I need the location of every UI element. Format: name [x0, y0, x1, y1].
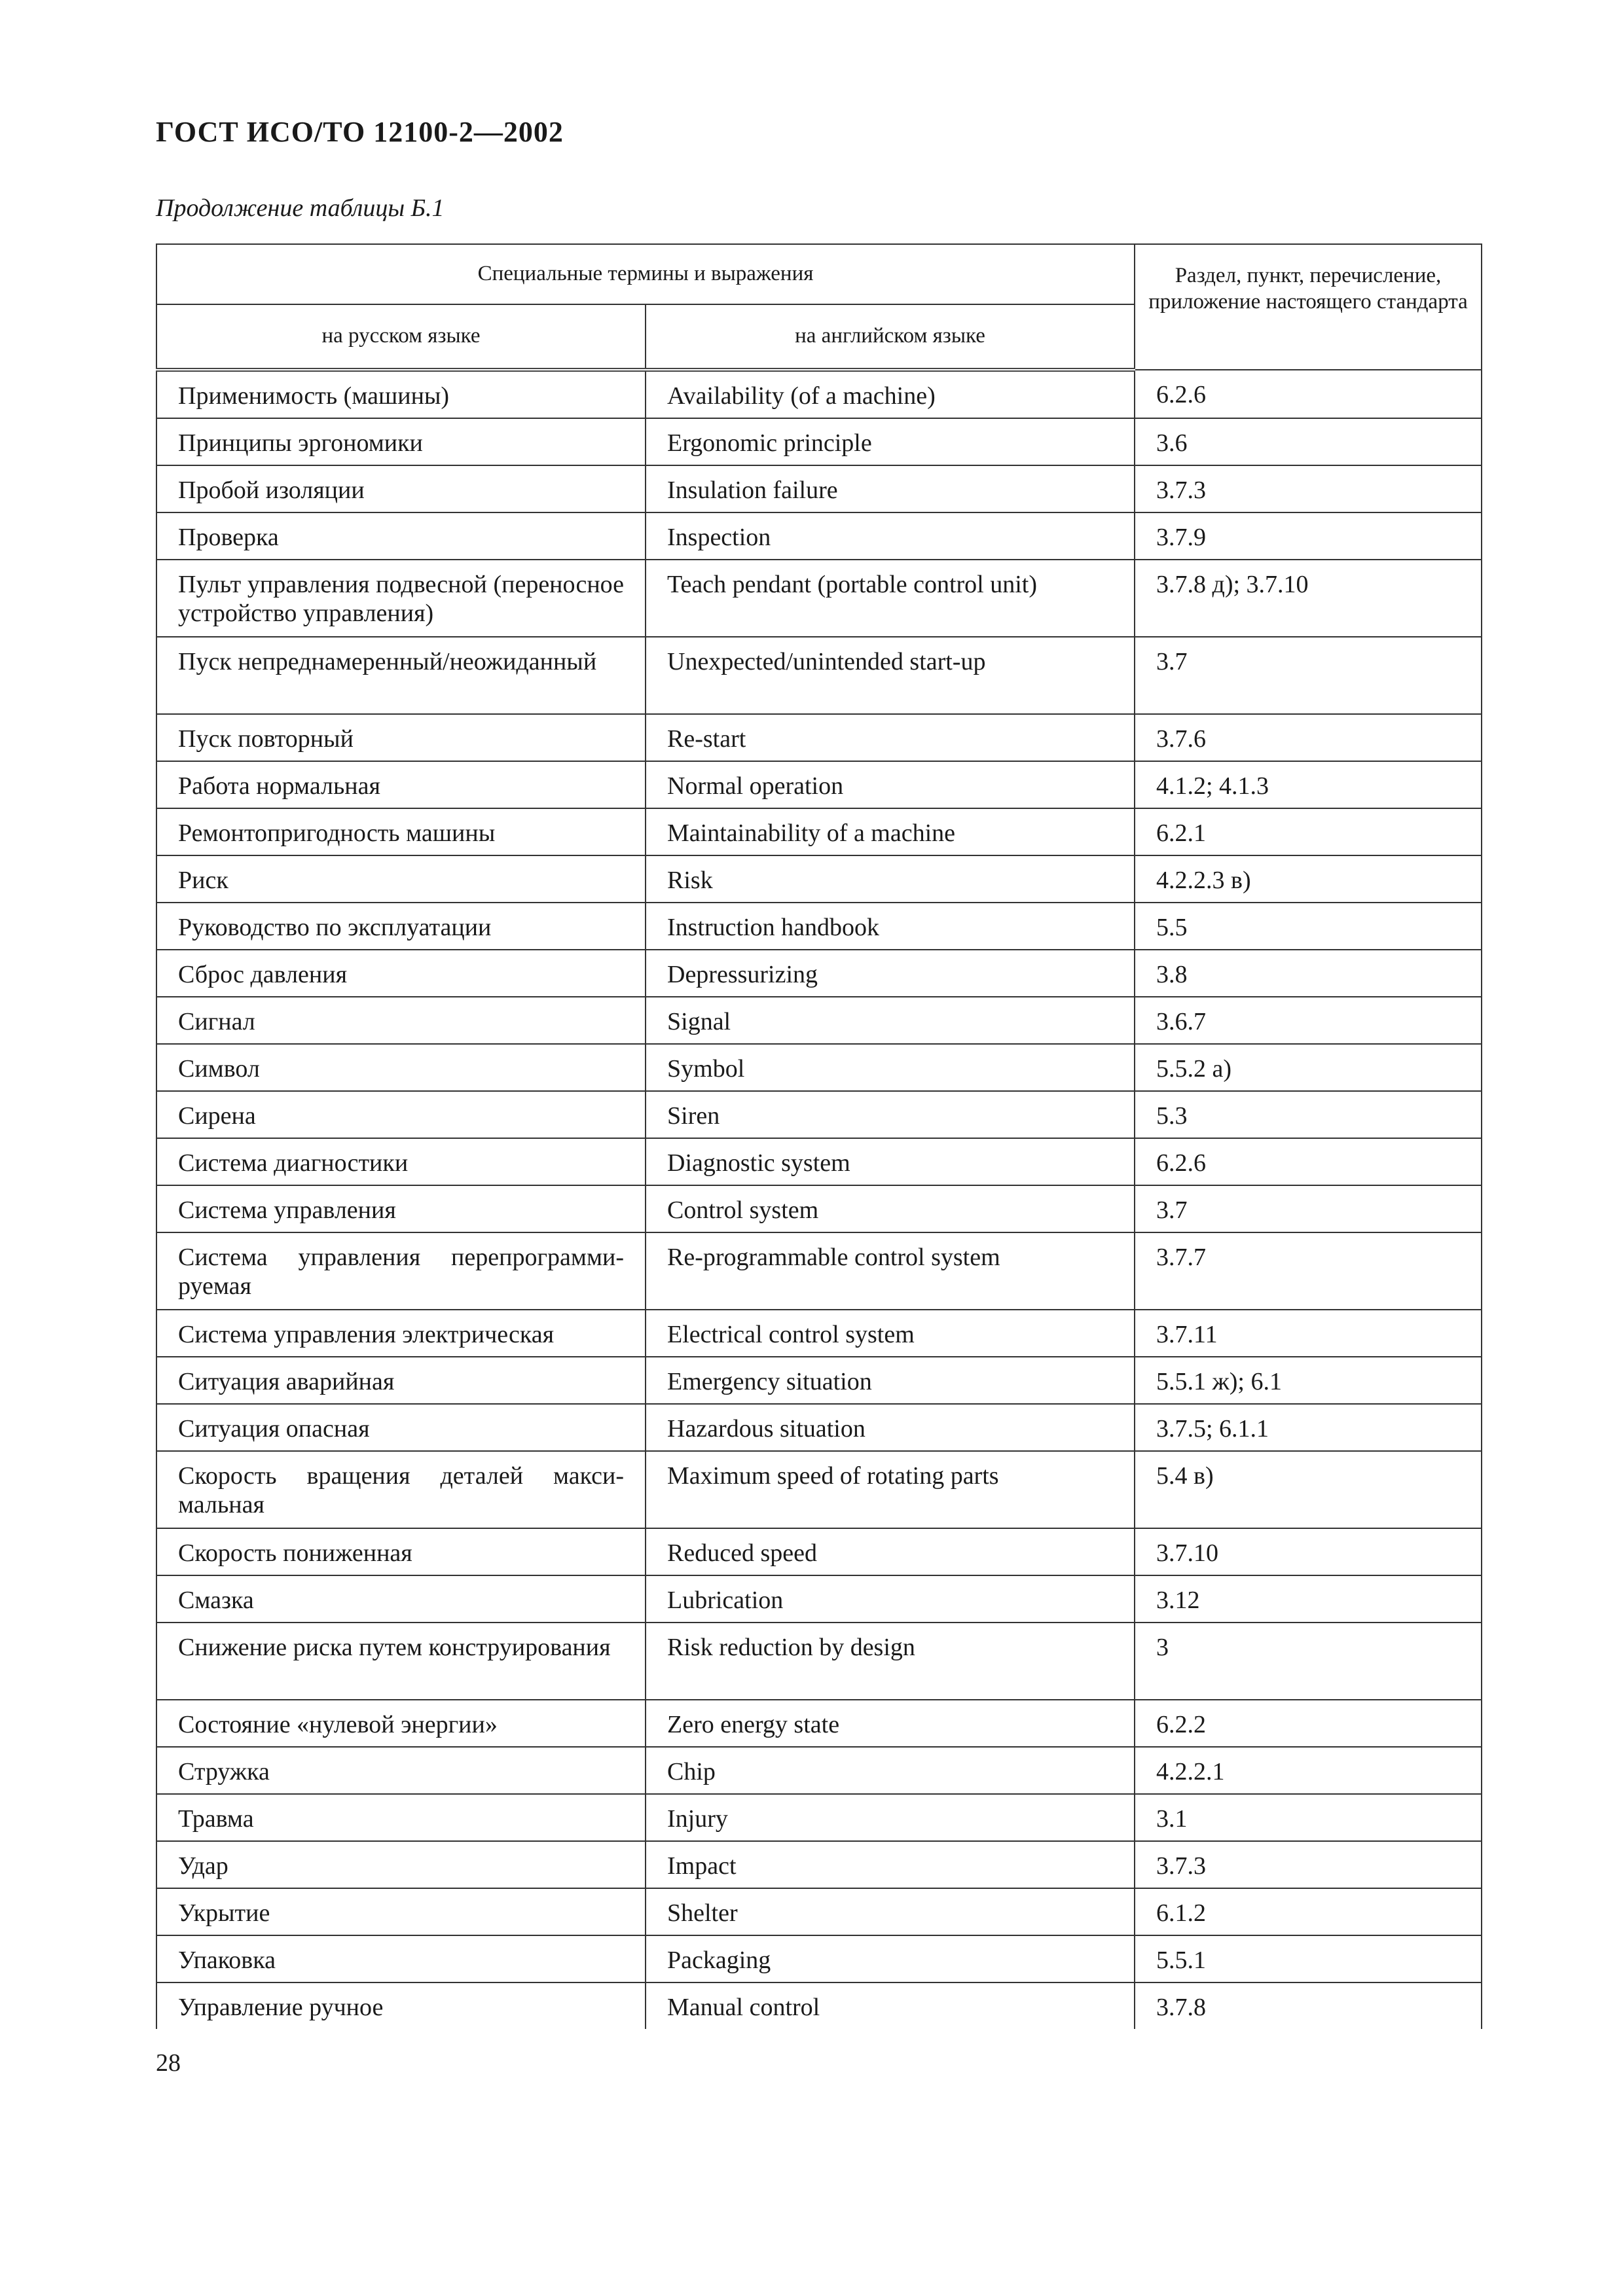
cell-ref: 3.7	[1135, 637, 1482, 714]
cell-ref: 5.4 в)	[1135, 1451, 1482, 1528]
table-row	[156, 465, 1482, 512]
cell-en: Lubrication	[646, 1575, 1135, 1623]
cell-ru: Ситуация аварийная	[156, 1357, 646, 1404]
page-number: 28	[156, 2049, 181, 2077]
table-row	[156, 1451, 1482, 1528]
table-row	[156, 1044, 1482, 1091]
table-row	[156, 1623, 1482, 1700]
cell-ru: Снижение риска путем конструирования	[156, 1623, 646, 1700]
table-row	[156, 808, 1482, 855]
cell-en: Zero energy state	[646, 1700, 1135, 1747]
cell-ru: Удар	[156, 1841, 646, 1888]
table-header	[156, 244, 1482, 370]
table-row	[156, 1528, 1482, 1575]
cell-ru: Смазка	[156, 1575, 646, 1623]
table-row	[156, 950, 1482, 997]
cell-ru: Сирена	[156, 1091, 646, 1138]
table-row	[156, 1575, 1482, 1623]
cell-ru: Символ	[156, 1044, 646, 1091]
cell-ref: 3.1	[1135, 1794, 1482, 1841]
cell-en: Normal operation	[646, 761, 1135, 808]
cell-ru: Пробой изоляции	[156, 465, 646, 512]
cell-ref: 3.7.10	[1135, 1528, 1482, 1575]
cell-ref: 3.7.3	[1135, 1841, 1482, 1888]
cell-ref: 3.8	[1135, 950, 1482, 997]
table-row	[156, 560, 1482, 637]
cell-ru: Применимость (машины)	[156, 370, 646, 418]
table-row	[156, 1404, 1482, 1451]
cell-ref: 3.6.7	[1135, 997, 1482, 1044]
cell-en: Packaging	[646, 1935, 1135, 1982]
cell-en: Re-programmable control system	[646, 1232, 1135, 1310]
table-row	[156, 637, 1482, 714]
cell-ref: 3.7.6	[1135, 714, 1482, 761]
terms-table	[156, 243, 1482, 2029]
table-row	[156, 1700, 1482, 1747]
cell-en: Maintainability of a machine	[646, 808, 1135, 855]
table-row	[156, 1185, 1482, 1232]
table-row	[156, 1841, 1482, 1888]
cell-ru: Ремонтопригодность машины	[156, 808, 646, 855]
en-column-header: на английском языке	[646, 304, 1135, 370]
cell-en: Instruction handbook	[646, 903, 1135, 950]
cell-ru: Система управления электрическая	[156, 1310, 646, 1357]
cell-en: Reduced speed	[646, 1528, 1135, 1575]
table-row	[156, 855, 1482, 903]
cell-en: Injury	[646, 1794, 1135, 1841]
cell-ru: Сброс давления	[156, 950, 646, 997]
cell-ru: Риск	[156, 855, 646, 903]
cell-en: Inspection	[646, 512, 1135, 560]
table-row	[156, 1138, 1482, 1185]
cell-ru: Упаковка	[156, 1935, 646, 1982]
document-code: ГОСТ ИСО/ТО 12100-2—2002	[156, 116, 564, 148]
ref-column-header: Раздел, пункт, перечисление, приложение настоящего стандарта	[1135, 244, 1482, 370]
cell-ref: 5.5.1	[1135, 1935, 1482, 1982]
ru-column-header: на русском языке	[156, 304, 646, 370]
cell-ru: Пуск повторный	[156, 714, 646, 761]
group-header: Специальные термины и выражения	[156, 244, 1135, 304]
cell-ref: 3.12	[1135, 1575, 1482, 1623]
cell-en: Insulation failure	[646, 465, 1135, 512]
cell-ru: Укрытие	[156, 1888, 646, 1935]
table-row	[156, 1232, 1482, 1310]
table-row	[156, 1310, 1482, 1357]
cell-ref: 3.7	[1135, 1185, 1482, 1232]
table-row	[156, 512, 1482, 560]
cell-en: Impact	[646, 1841, 1135, 1888]
cell-ru: Травма	[156, 1794, 646, 1841]
cell-en: Teach pendant (portable control unit)	[646, 560, 1135, 637]
cell-en: Maximum speed of rotating parts	[646, 1451, 1135, 1528]
cell-en: Risk reduction by design	[646, 1623, 1135, 1700]
cell-ref: 5.5.2 а)	[1135, 1044, 1482, 1091]
cell-ref: 4.2.2.3 в)	[1135, 855, 1482, 903]
cell-ru: Состояние «нулевой энергии»	[156, 1700, 646, 1747]
cell-en: Risk	[646, 855, 1135, 903]
cell-ref: 3	[1135, 1623, 1482, 1700]
cell-ru: Скорость вращения деталей максимальная	[156, 1451, 646, 1528]
table-row	[156, 1091, 1482, 1138]
table-row	[156, 714, 1482, 761]
cell-ru: Управление ручное	[156, 1982, 646, 2029]
cell-ref: 4.1.2; 4.1.3	[1135, 761, 1482, 808]
cell-ref: 6.2.1	[1135, 808, 1482, 855]
cell-en: Shelter	[646, 1888, 1135, 1935]
cell-ref: 4.2.2.1	[1135, 1747, 1482, 1794]
cell-ref: 3.7.8	[1135, 1982, 1482, 2029]
cell-en: Ergonomic principle	[646, 418, 1135, 465]
table-row	[156, 1935, 1482, 1982]
table-row	[156, 370, 1482, 418]
cell-en: Siren	[646, 1091, 1135, 1138]
cell-ref: 5.5.1 ж); 6.1	[1135, 1357, 1482, 1404]
cell-ref: 3.6	[1135, 418, 1482, 465]
cell-en: Hazardous situation	[646, 1404, 1135, 1451]
cell-ref: 3.7.11	[1135, 1310, 1482, 1357]
table-row	[156, 1888, 1482, 1935]
cell-ref: 6.2.6	[1135, 370, 1482, 418]
cell-ref: 6.1.2	[1135, 1888, 1482, 1935]
table-body	[156, 370, 1482, 2029]
cell-ref: 3.7.8 д); 3.7.10	[1135, 560, 1482, 637]
table-row	[156, 903, 1482, 950]
cell-en: Chip	[646, 1747, 1135, 1794]
cell-ru: Система диагностики	[156, 1138, 646, 1185]
table-row	[156, 1794, 1482, 1841]
cell-ref: 5.3	[1135, 1091, 1482, 1138]
cell-en: Re-start	[646, 714, 1135, 761]
cell-en: Control system	[646, 1185, 1135, 1232]
table-row	[156, 1747, 1482, 1794]
cell-ref: 3.7.9	[1135, 512, 1482, 560]
cell-ru: Руководство по эксплуатации	[156, 903, 646, 950]
cell-ru: Ситуация опасная	[156, 1404, 646, 1451]
cell-ru: Принципы эргономики	[156, 418, 646, 465]
cell-ru: Пульт управления подвесной (переносное устройство управления)	[156, 560, 646, 637]
cell-ru: Система управления перепрограммируемая	[156, 1232, 646, 1310]
cell-en: Unexpected/unintended start-up	[646, 637, 1135, 714]
table-row	[156, 1357, 1482, 1404]
cell-ref: 3.7.3	[1135, 465, 1482, 512]
table-row	[156, 997, 1482, 1044]
cell-en: Symbol	[646, 1044, 1135, 1091]
cell-ru: Сигнал	[156, 997, 646, 1044]
cell-ref: 5.5	[1135, 903, 1482, 950]
cell-ru: Проверка	[156, 512, 646, 560]
cell-en: Signal	[646, 997, 1135, 1044]
cell-ru: Стружка	[156, 1747, 646, 1794]
cell-ref: 6.2.6	[1135, 1138, 1482, 1185]
cell-ref: 3.7.7	[1135, 1232, 1482, 1310]
cell-en: Depressurizing	[646, 950, 1135, 997]
cell-en: Diagnostic system	[646, 1138, 1135, 1185]
cell-en: Manual control	[646, 1982, 1135, 2029]
cell-ru: Скорость пониженная	[156, 1528, 646, 1575]
cell-en: Emergency situation	[646, 1357, 1135, 1404]
table-row	[156, 1982, 1482, 2029]
cell-ru: Работа нормальная	[156, 761, 646, 808]
cell-en: Availability (of a machine)	[646, 370, 1135, 418]
cell-ref: 3.7.5; 6.1.1	[1135, 1404, 1482, 1451]
cell-ru: Пуск непреднамеренный/неожиданный	[156, 637, 646, 714]
table-caption: Продолжение таблицы Б.1	[156, 194, 445, 222]
cell-en: Electrical control system	[646, 1310, 1135, 1357]
table-row	[156, 418, 1482, 465]
cell-ru: Система управления	[156, 1185, 646, 1232]
table-row	[156, 761, 1482, 808]
cell-ref: 6.2.2	[1135, 1700, 1482, 1747]
